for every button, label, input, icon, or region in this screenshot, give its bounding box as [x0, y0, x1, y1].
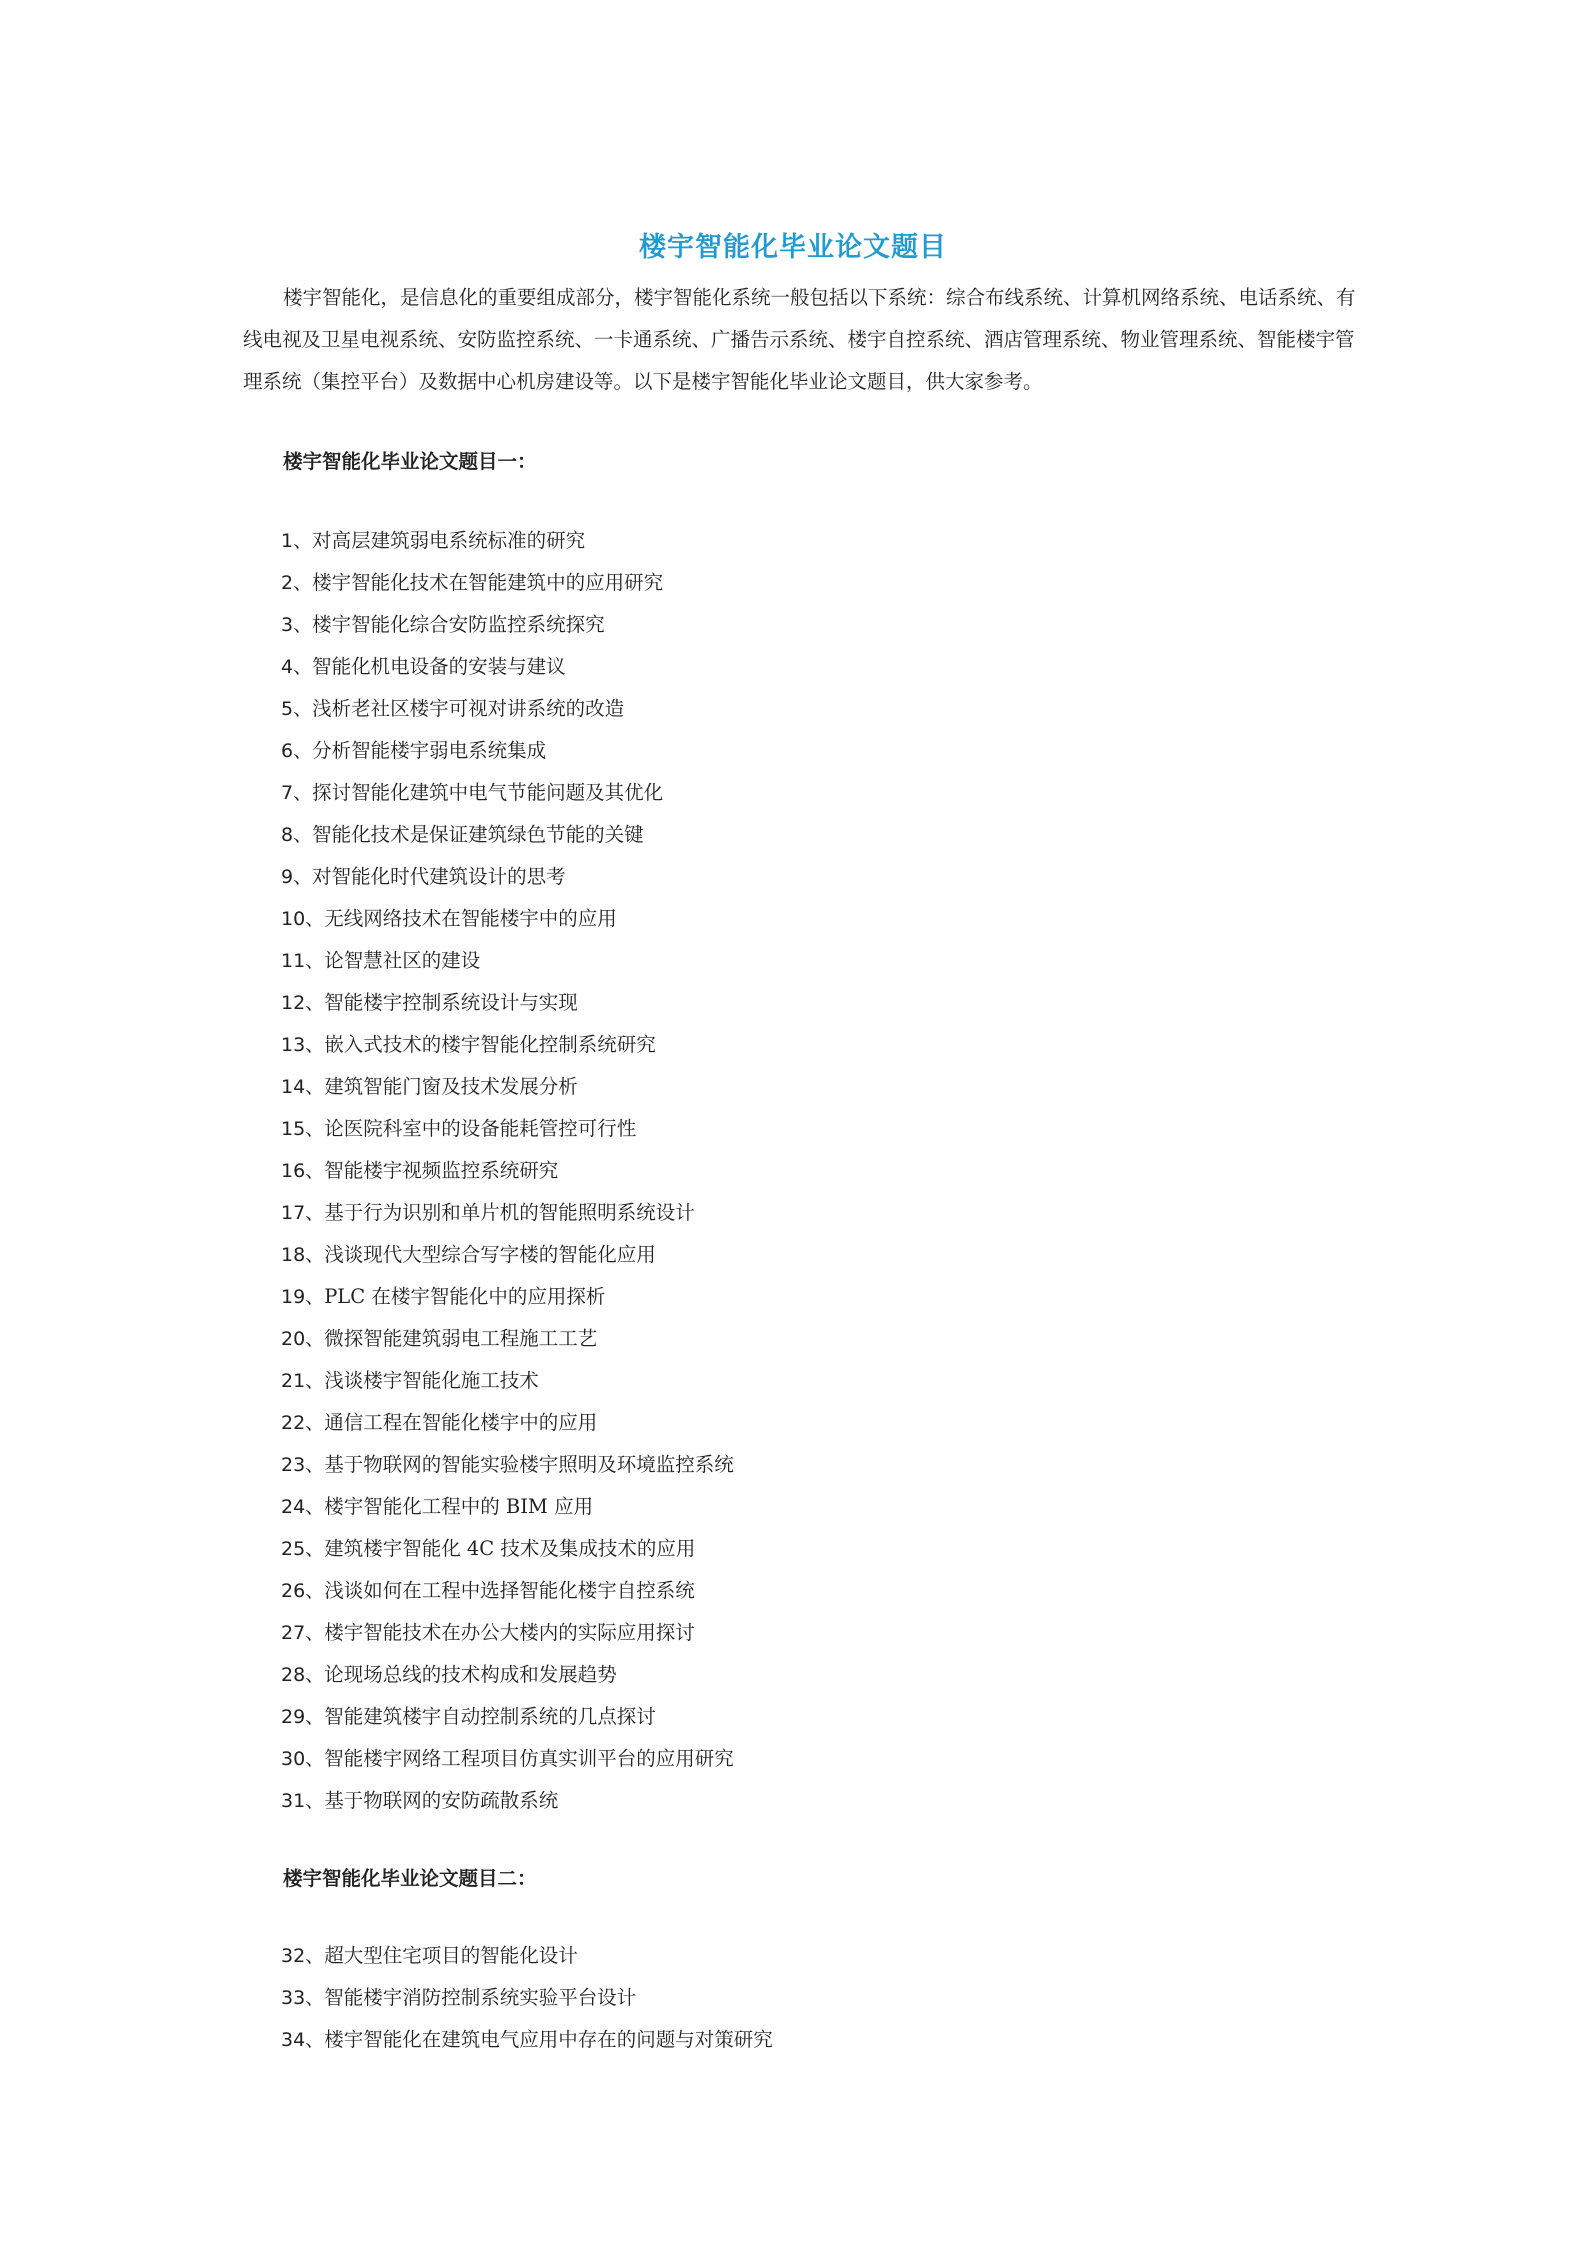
- list-item-text: 建筑楼宇智能化 4C 技术及集成技术的应用: [324, 1537, 696, 1560]
- list-item-text: 智能楼宇视频监控系统研究: [324, 1159, 559, 1182]
- list-item-number: 12、: [281, 992, 325, 1014]
- list-item-number: 23、: [281, 1454, 325, 1476]
- list-item-number: 25、: [281, 1538, 325, 1560]
- list-item: [281, 1486, 734, 1528]
- list-item-text: 基于行为识别和单片机的智能照明系统设计: [324, 1201, 695, 1224]
- list-item-number: 15、: [281, 1118, 325, 1140]
- list-item-text: 楼宇智能化综合安防监控系统探究: [312, 613, 605, 636]
- list-item-text: PLC 在楼宇智能化中的应用探析: [324, 1285, 606, 1308]
- list-item-text: 智能化机电设备的安装与建议: [312, 655, 566, 678]
- list-item: [281, 1024, 734, 1066]
- topic-list-1: [281, 520, 734, 1822]
- list-item-number: 28、: [281, 1664, 325, 1686]
- list-item: [281, 688, 734, 730]
- list-item: [281, 520, 734, 562]
- list-item: [281, 2019, 773, 2061]
- list-item-text: 论智慧社区的建设: [324, 949, 481, 972]
- list-item-text: 智能建筑楼宇自动控制系统的几点探讨: [324, 1705, 656, 1728]
- list-item-number: 29、: [281, 1706, 325, 1728]
- list-item: [281, 1402, 734, 1444]
- list-item-text: 建筑智能门窗及技术发展分析: [324, 1075, 578, 1098]
- list-item: [281, 898, 734, 940]
- list-item-number: 27、: [281, 1622, 325, 1644]
- list-item-text: 智能楼宇消防控制系统实验平台设计: [324, 1986, 637, 2009]
- list-item-text: 分析智能楼宇弱电系统集成: [312, 739, 547, 762]
- list-item: [281, 1444, 734, 1486]
- list-item-text: 微探智能建筑弱电工程施工工艺: [324, 1327, 598, 1350]
- list-item-text: 楼宇智能化在建筑电气应用中存在的问题与对策研究: [324, 2028, 773, 2051]
- list-item-text: 探讨智能化建筑中电气节能问题及其优化: [312, 781, 664, 804]
- list-item-text: 智能楼宇控制系统设计与实现: [324, 991, 578, 1014]
- list-item-text: 智能化技术是保证建筑绿色节能的关键: [312, 823, 644, 846]
- list-item: [281, 940, 734, 982]
- list-item: [281, 1360, 734, 1402]
- list-item: [281, 1066, 734, 1108]
- list-item-number: 4、: [281, 656, 313, 678]
- list-item-number: 3、: [281, 614, 313, 636]
- list-item: [281, 562, 734, 604]
- list-item-number: 19、: [281, 1286, 325, 1308]
- list-item: [281, 1935, 773, 1977]
- list-item: [281, 772, 734, 814]
- list-item: [281, 1528, 734, 1570]
- list-item-number: 30、: [281, 1748, 325, 1770]
- list-item-text: 基于物联网的安防疏散系统: [324, 1789, 559, 1812]
- list-item-number: 16、: [281, 1160, 325, 1182]
- list-item-text: 对智能化时代建筑设计的思考: [312, 865, 566, 888]
- list-item-number: 10、: [281, 908, 325, 930]
- intro-paragraph: 楼宇智能化，是信息化的重要组成部分，楼宇智能化系统一般包括以下系统：综合布线系统、计算机网络系统、电话系统、有线电视及卫星电视系统、安防监控系统、一卡通系统、广播告示系统、楼宇自控系统、酒店管理系统、物业管理系统、智能楼宇管理系统（集控平台）及数据中心机房建设等。以下是楼宇智能化毕业论文题目，供大家参考。: [243, 286, 1356, 393]
- list-item: [281, 1696, 734, 1738]
- list-item: [281, 856, 734, 898]
- list-item: [281, 1570, 734, 1612]
- list-item-number: 17、: [281, 1202, 325, 1224]
- section-heading-1: 楼宇智能化毕业论文题目一：: [283, 450, 537, 473]
- list-item: [281, 604, 734, 646]
- list-item-number: 8、: [281, 824, 313, 846]
- list-item-text: 论现场总线的技术构成和发展趋势: [324, 1663, 617, 1686]
- list-item-number: 31、: [281, 1790, 325, 1812]
- document-title: 楼宇智能化毕业论文题目: [639, 232, 947, 263]
- list-item: [281, 1108, 734, 1150]
- list-item-text: 嵌入式技术的楼宇智能化控制系统研究: [324, 1033, 656, 1056]
- list-item: [281, 1276, 734, 1318]
- list-item: [281, 1234, 734, 1276]
- list-item: [281, 1780, 734, 1822]
- list-item: [281, 646, 734, 688]
- list-item-text: 论医院科室中的设备能耗管控可行性: [324, 1117, 637, 1140]
- list-item-number: 2、: [281, 572, 313, 594]
- list-item-number: 11、: [281, 950, 325, 972]
- list-item-number: 5、: [281, 698, 313, 720]
- list-item-text: 超大型住宅项目的智能化设计: [324, 1944, 578, 1967]
- list-item-number: 6、: [281, 740, 313, 762]
- list-item-number: 1、: [281, 530, 313, 552]
- list-item: [281, 1612, 734, 1654]
- list-item-number: 33、: [281, 1987, 325, 2009]
- list-item: [281, 814, 734, 856]
- list-item-text: 智能楼宇网络工程项目仿真实训平台的应用研究: [324, 1747, 734, 1770]
- list-item-text: 通信工程在智能化楼宇中的应用: [324, 1411, 598, 1434]
- list-item-text: 基于物联网的智能实验楼宇照明及环境监控系统: [324, 1453, 734, 1476]
- list-item-text: 楼宇智能化工程中的 BIM 应用: [324, 1495, 594, 1518]
- list-item-number: 24、: [281, 1496, 325, 1518]
- list-item-number: 13、: [281, 1034, 325, 1056]
- topic-list-2: [281, 1935, 773, 2061]
- list-item-number: 21、: [281, 1370, 325, 1392]
- list-item-number: 9、: [281, 866, 313, 888]
- list-item-text: 浅谈如何在工程中选择智能化楼宇自控系统: [324, 1579, 695, 1602]
- list-item: [281, 1738, 734, 1780]
- list-item-text: 对高层建筑弱电系统标准的研究: [312, 529, 586, 552]
- list-item: [281, 1318, 734, 1360]
- list-item: [281, 1654, 734, 1696]
- list-item-text: 浅谈现代大型综合写字楼的智能化应用: [324, 1243, 656, 1266]
- section-heading-2: 楼宇智能化毕业论文题目二：: [283, 1867, 537, 1890]
- list-item-text: 浅谈楼宇智能化施工技术: [324, 1369, 539, 1392]
- list-item: [281, 1977, 773, 2019]
- list-item-text: 楼宇智能技术在办公大楼内的实际应用探讨: [324, 1621, 695, 1644]
- list-item-number: 7、: [281, 782, 313, 804]
- list-item: [281, 982, 734, 1024]
- list-item-number: 18、: [281, 1244, 325, 1266]
- list-item: [281, 730, 734, 772]
- list-item-number: 26、: [281, 1580, 325, 1602]
- list-item-number: 32、: [281, 1945, 325, 1967]
- list-item: [281, 1192, 734, 1234]
- list-item-text: 浅析老社区楼宇可视对讲系统的改造: [312, 697, 625, 720]
- list-item-text: 楼宇智能化技术在智能建筑中的应用研究: [312, 571, 664, 594]
- list-item-text: 无线网络技术在智能楼宇中的应用: [324, 907, 617, 930]
- list-item: [281, 1150, 734, 1192]
- list-item-number: 34、: [281, 2029, 325, 2051]
- list-item-number: 22、: [281, 1412, 325, 1434]
- list-item-number: 20、: [281, 1328, 325, 1350]
- list-item-number: 14、: [281, 1076, 325, 1098]
